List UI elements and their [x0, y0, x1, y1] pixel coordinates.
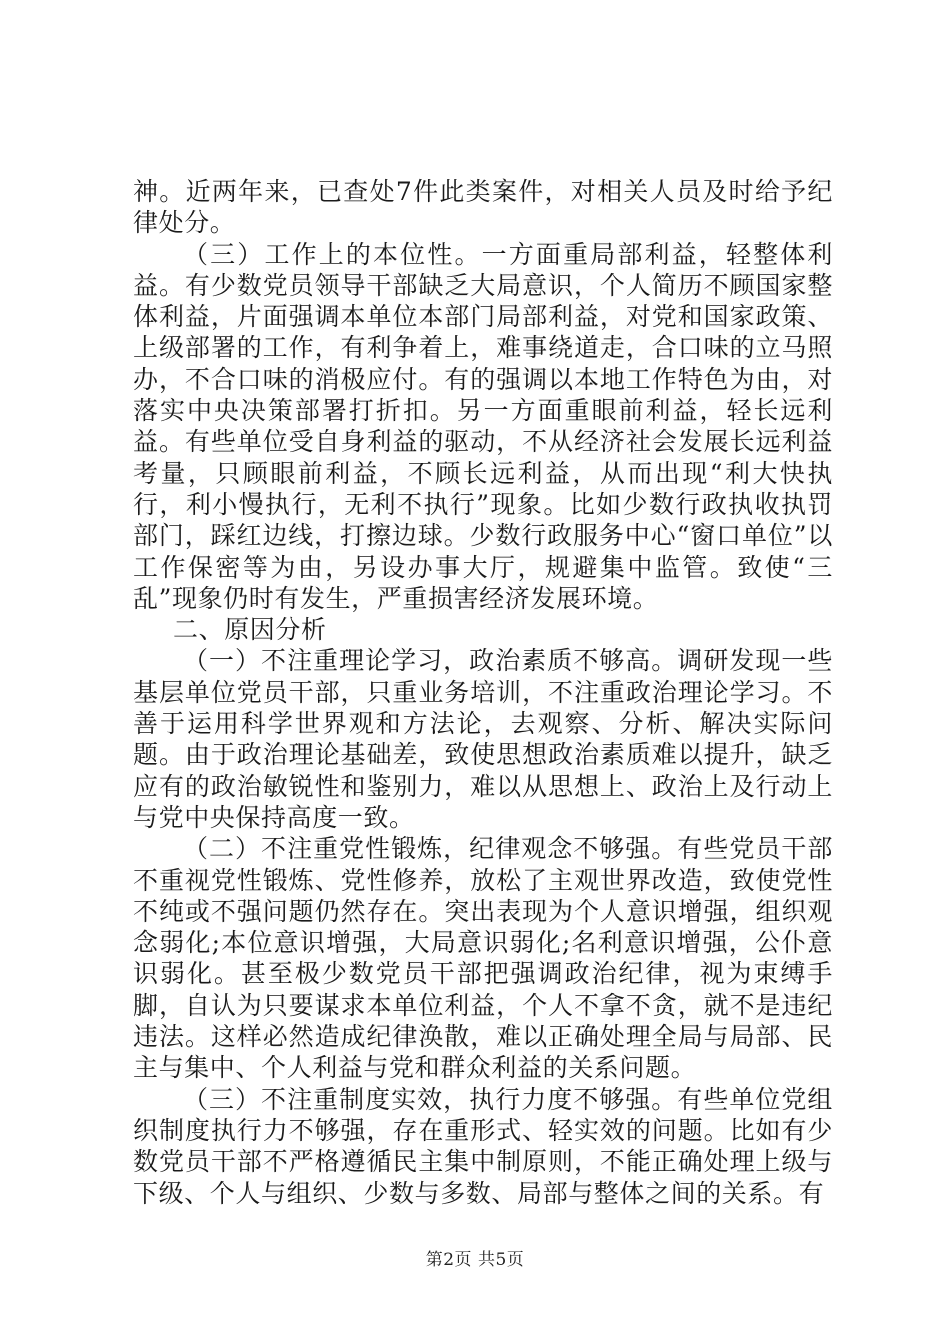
body-text: [133, 176, 833, 1209]
paragraph-cause-2-party-spirit: （二）不注重党性锻炼，纪律观念不够强。有些党员干部不重视党性锻炼、党性修养，放松了主观世界改造，致使党性不纯或不强问题仍然存在。突出表现为个人意识增强，组织观念弱化;本位意识增强，大局意识弱化;名利意识增强，公仆意识弱化。甚至极少数党员干部把强调政治纪律，视为束缚手脚，自认为只要谋求本单位利益，个人不拿不贪，就不是违纪违法。这样必然造成纪律涣散，难以正确处理全局与局部、民主与集中、个人利益与党和群众利益的关系问题。: [133, 834, 833, 1083]
paragraph-cause-3-institution: （三）不注重制度实效，执行力度不够强。有些单位党组织制度执行力不够强，存在重形式、轻实效的问题。比如有少数党员干部不严格遵循民主集中制原则，不能正确处理上级与下级、个人与组织、少数与多数、局部与整体之间的关系。有: [133, 1084, 833, 1208]
paragraph-continuation: 神。近两年来，已查处7件此类案件，对相关人员及时给予纪律处分。: [133, 177, 833, 238]
paragraph-cause-1-theory: （一）不注重理论学习，政治素质不够高。调研发现一些基层单位党员干部，只重业务培训，不注重政治理论学习。不善于运用科学世界观和方法论，去观察、分析、解决实际问题。由于政治理论基础差，致使思想政治素质难以提升，缺乏应有的政治敏锐性和鉴别力，难以从思想上、政治上及行动上与党中央保持高度一致。: [133, 646, 833, 832]
page-footer: 第2页 共5页: [425, 1250, 525, 1270]
paragraph-section-3-localism: （三）工作上的本位性。一方面重局部利益，轻整体利益。有少数党员领导干部缺乏大局意识，个人简历不顾国家整体利益，片面强调本单位本部门局部利益，对党和国家政策、上级部署的工作，有利争着上，难事绕道走，合口味的立马照办，不合口味的消极应付。有的强调以本地工作特色为由，对落实中央决策部署打折扣。另一方面重眼前利益，轻长远利益。有些单位受自身利益的驱动，不从经济社会发展长远利益考量，只顾眼前利益，不顾长远利益，从而出现“利大快执行，利小慢执行，无利不执行”现象。比如少数行政执收执罚部门，踩红边线，打擦边球。少数行政服务中心“窗口单位”以工作保密等为由，另设办事大厅，规避集中监管。致使“三乱”现象仍时有发生，严重损害经济发展环境。: [133, 239, 833, 613]
heading-cause-analysis: 二、原因分析: [173, 615, 327, 645]
